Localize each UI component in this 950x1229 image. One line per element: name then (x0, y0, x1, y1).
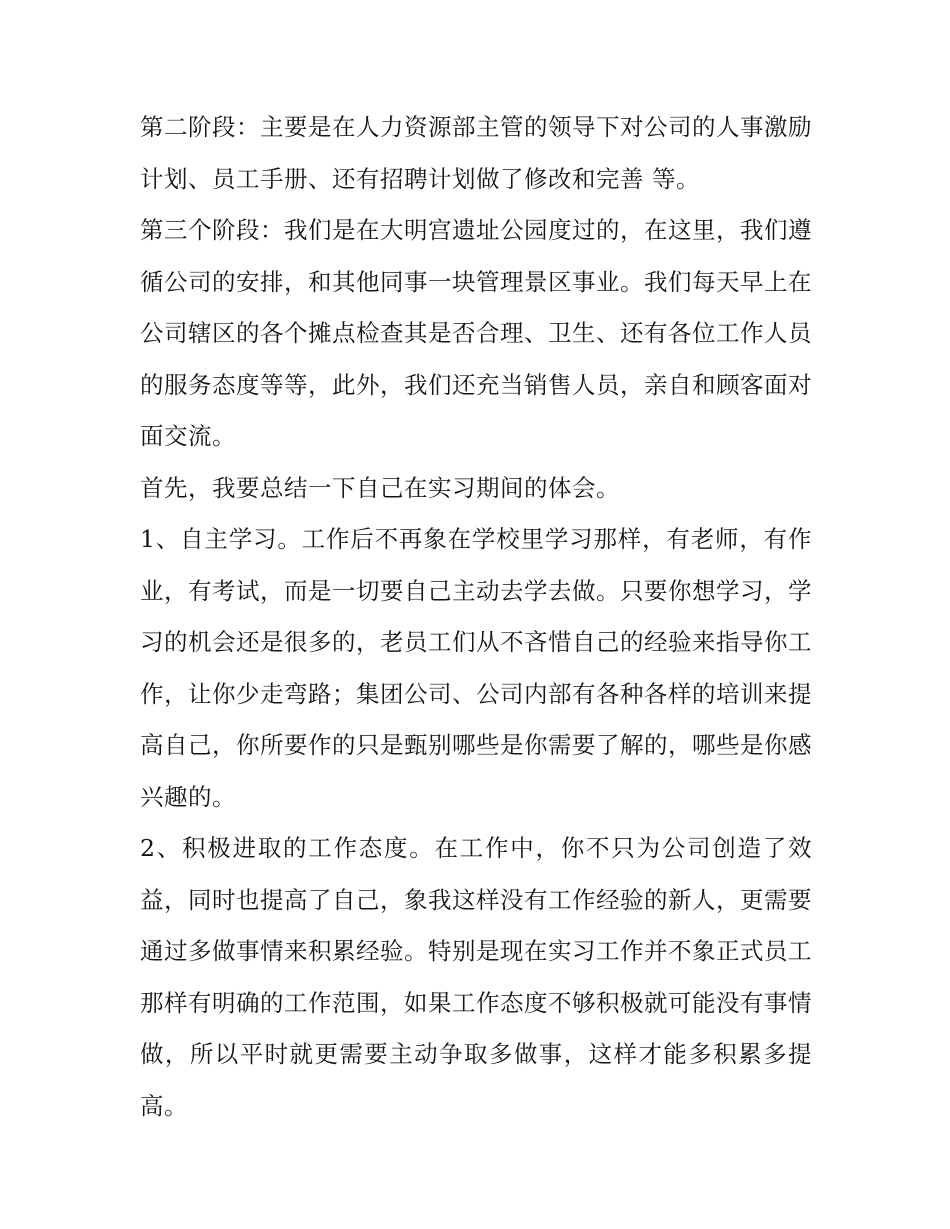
paragraph-self-learning: 1、自主学习。工作后不再象在学校里学习那样，有老师，有作业，有考试，而是一切要自己主动去学去做。只要你想学习，学习的机会还是很多的，老员工们从不吝惜自己的经验来指导你工作，让你少走弯路；集团公司、公司内部有各种各样的培训来提高自己，你所要作的只是甄别哪些是你需要了解的，哪些是你感兴趣的。 (140, 525, 812, 811)
paragraph-summary-intro: 首先，我要总结一下自己在实习期间的体会。 (140, 473, 620, 502)
paragraph-work-attitude: 2、积极进取的工作态度。在工作中，你不只为公司创造了效益，同时也提高了自己，象我这样没有工作经验的新人，更需要通过多做事情来积累经验。特别是现在实习工作并不象正式员工那样有明确的工作范围，如果工作态度不够积极就可能没有事情做，所以平时就更需要主动争取多做事，这样才能多积累多提高。 (140, 834, 812, 1120)
document-body (140, 102, 812, 1132)
paragraph-stage-two: 第二阶段：主要是在人力资源部主管的领导下对公司的人事激励计划、员工手册、还有招聘计划做了修改和完善 等。 (140, 113, 812, 193)
paragraph-stage-three: 第三个阶段：我们是在大明宫遗址公园度过的，在这里，我们遵循公司的安排，和其他同事一块管理景区事业。我们每天早上在公司辖区的各个摊点检查其是否合理、卫生、还有各位工作人员的服务态度等等，此外，我们还充当销售人员，亲自和顾客面对面交流。 (140, 216, 812, 450)
